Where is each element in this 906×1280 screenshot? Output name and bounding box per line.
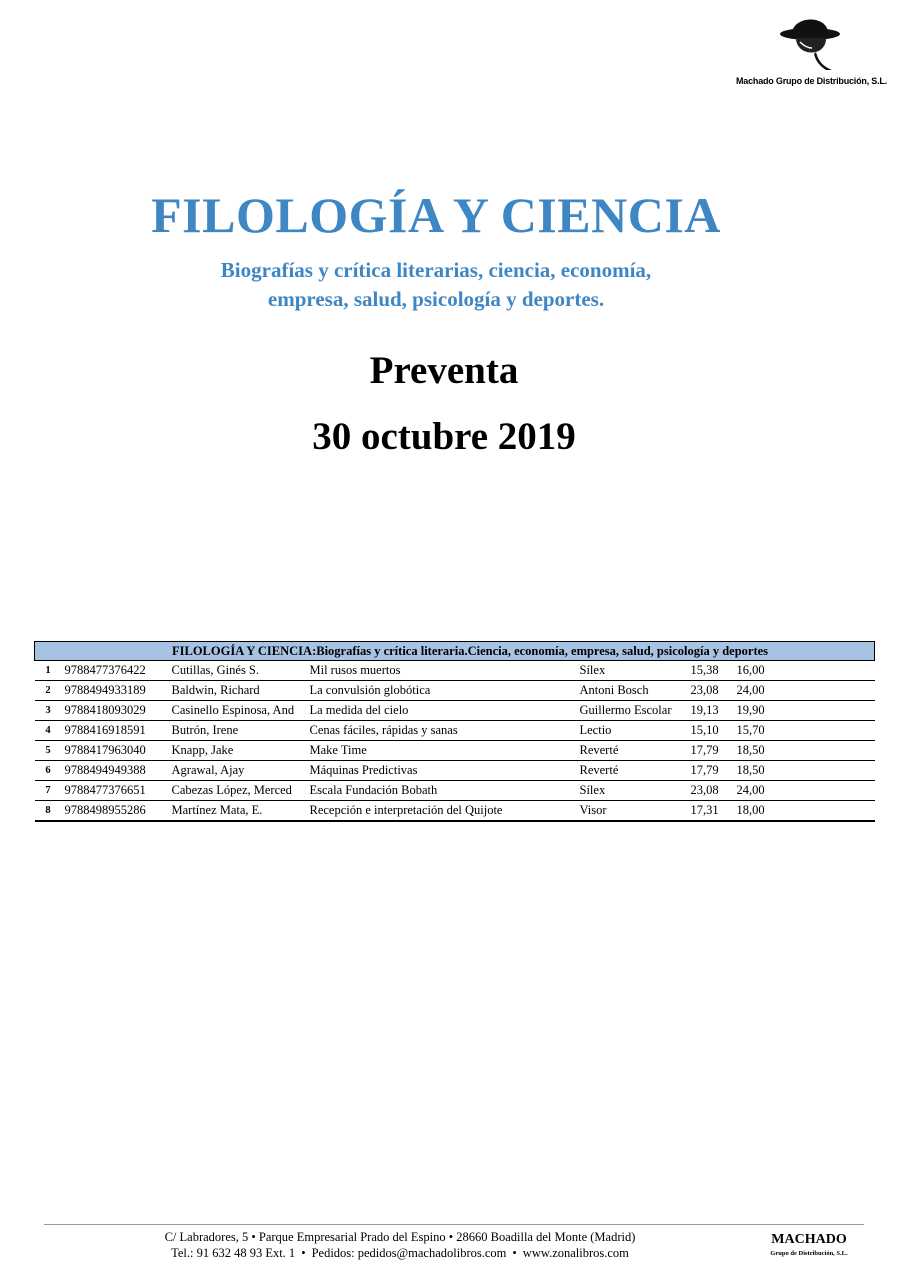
isbn-cell: 9788494949388 [62,761,169,781]
logo-text: Machado Grupo de Distribución, S.L. [736,76,888,86]
table-row [35,741,875,761]
row-number: 5 [35,741,62,761]
title-cell: Cenas fáciles, rápidas y sanas [307,721,577,741]
author-cell: Butrón, Irene [169,721,307,741]
price-net-cell: 17,79 [688,741,734,761]
hat-man-logo-icon [776,12,846,74]
price-cell: 18,50 [734,761,875,781]
table-row [35,661,875,681]
row-number: 2 [35,681,62,701]
table-header-row [35,642,875,661]
title-cell: La medida del cielo [307,701,577,721]
price-net-cell: 15,10 [688,721,734,741]
author-cell: Agrawal, Ajay [169,761,307,781]
table-row [35,681,875,701]
price-net-cell: 23,08 [688,781,734,801]
publisher-cell: Sílex [577,781,688,801]
publisher-cell: Antoni Bosch [577,681,688,701]
row-number: 4 [35,721,62,741]
title-cell: La convulsión globótica [307,681,577,701]
footer-contact: Tel.: 91 632 48 93 Ext. 1 • Pedidos: pedidos@machadolibros.com • www.zonalibros.com [171,1246,629,1260]
price-cell: 16,00 [734,661,875,681]
page-title: FILOLOGÍA Y CIENCIA [151,187,721,243]
preventa-heading: Preventa [369,349,519,392]
table-row [35,761,875,781]
isbn-cell: 9788417963040 [62,741,169,761]
catalog-table [34,641,875,822]
footer-brand-sub: Grupo de Distribución, S.L. [770,1250,848,1257]
isbn-cell: 9788498955286 [62,801,169,822]
title-cell: Máquinas Predictivas [307,761,577,781]
table-row [35,701,875,721]
price-net-cell: 17,79 [688,761,734,781]
company-logo [736,10,888,94]
row-number: 7 [35,781,62,801]
row-number: 3 [35,701,62,721]
row-number: 8 [35,801,62,822]
footer-brand: MACHADO [771,1232,847,1247]
title-cell: Make Time [307,741,577,761]
table-row [35,721,875,741]
publisher-cell: Reverté [577,761,688,781]
isbn-cell: 9788477376651 [62,781,169,801]
publisher-cell: Lectio [577,721,688,741]
footer-web: www.zonalibros.com [522,1246,629,1260]
author-cell: Casinello Espinosa, And [169,701,307,721]
author-cell: Knapp, Jake [169,741,307,761]
footer-address: C/ Labradores, 5 • Parque Empresarial Prado del Espino • 28660 Boadilla del Monte (Madrid) [164,1230,636,1244]
price-cell: 24,00 [734,781,875,801]
date-heading: 30 octubre 2019 [312,415,576,458]
publisher-cell: Sílex [577,661,688,681]
price-net-cell: 17,31 [688,801,734,822]
footer-orders: Pedidos: pedidos@machadolibros.com [311,1246,507,1260]
publisher-cell: Guillermo Escolar [577,701,688,721]
isbn-cell: 9788418093029 [62,701,169,721]
price-cell: 18,00 [734,801,875,822]
isbn-cell: 9788494933189 [62,681,169,701]
title-cell: Mil rusos muertos [307,661,577,681]
author-cell: Baldwin, Richard [169,681,307,701]
price-net-cell: 15,38 [688,661,734,681]
price-net-cell: 23,08 [688,681,734,701]
subtitle-line-2: empresa, salud, psicología y deportes. [267,287,605,311]
table-header: FILOLOGÍA Y CIENCIA:Biografías y crítica literaria.Ciencia, economía, empresa, salud, psicología y deportes [35,642,875,661]
price-cell: 19,90 [734,701,875,721]
price-cell: 15,70 [734,721,875,741]
title-cell: Recepción e interpretación del Quijote [307,801,577,822]
title-cell: Escala Fundación Bobath [307,781,577,801]
publisher-cell: Reverté [577,741,688,761]
row-number: 1 [35,661,62,681]
isbn-cell: 9788416918591 [62,721,169,741]
footer-divider [44,1224,864,1225]
subtitle-line-1: Biografías y crítica literarias, ciencia, economía, [220,258,652,282]
publisher-cell: Visor [577,801,688,822]
table-row [35,781,875,801]
footer-phone: Tel.: 91 632 48 93 Ext. 1 [171,1246,296,1260]
row-number: 6 [35,761,62,781]
author-cell: Cabezas López, Merced [169,781,307,801]
price-net-cell: 19,13 [688,701,734,721]
price-cell: 24,00 [734,681,875,701]
author-cell: Cutillas, Ginés S. [169,661,307,681]
price-cell: 18,50 [734,741,875,761]
table-row [35,801,875,822]
author-cell: Martínez Mata, E. [169,801,307,822]
isbn-cell: 9788477376422 [62,661,169,681]
